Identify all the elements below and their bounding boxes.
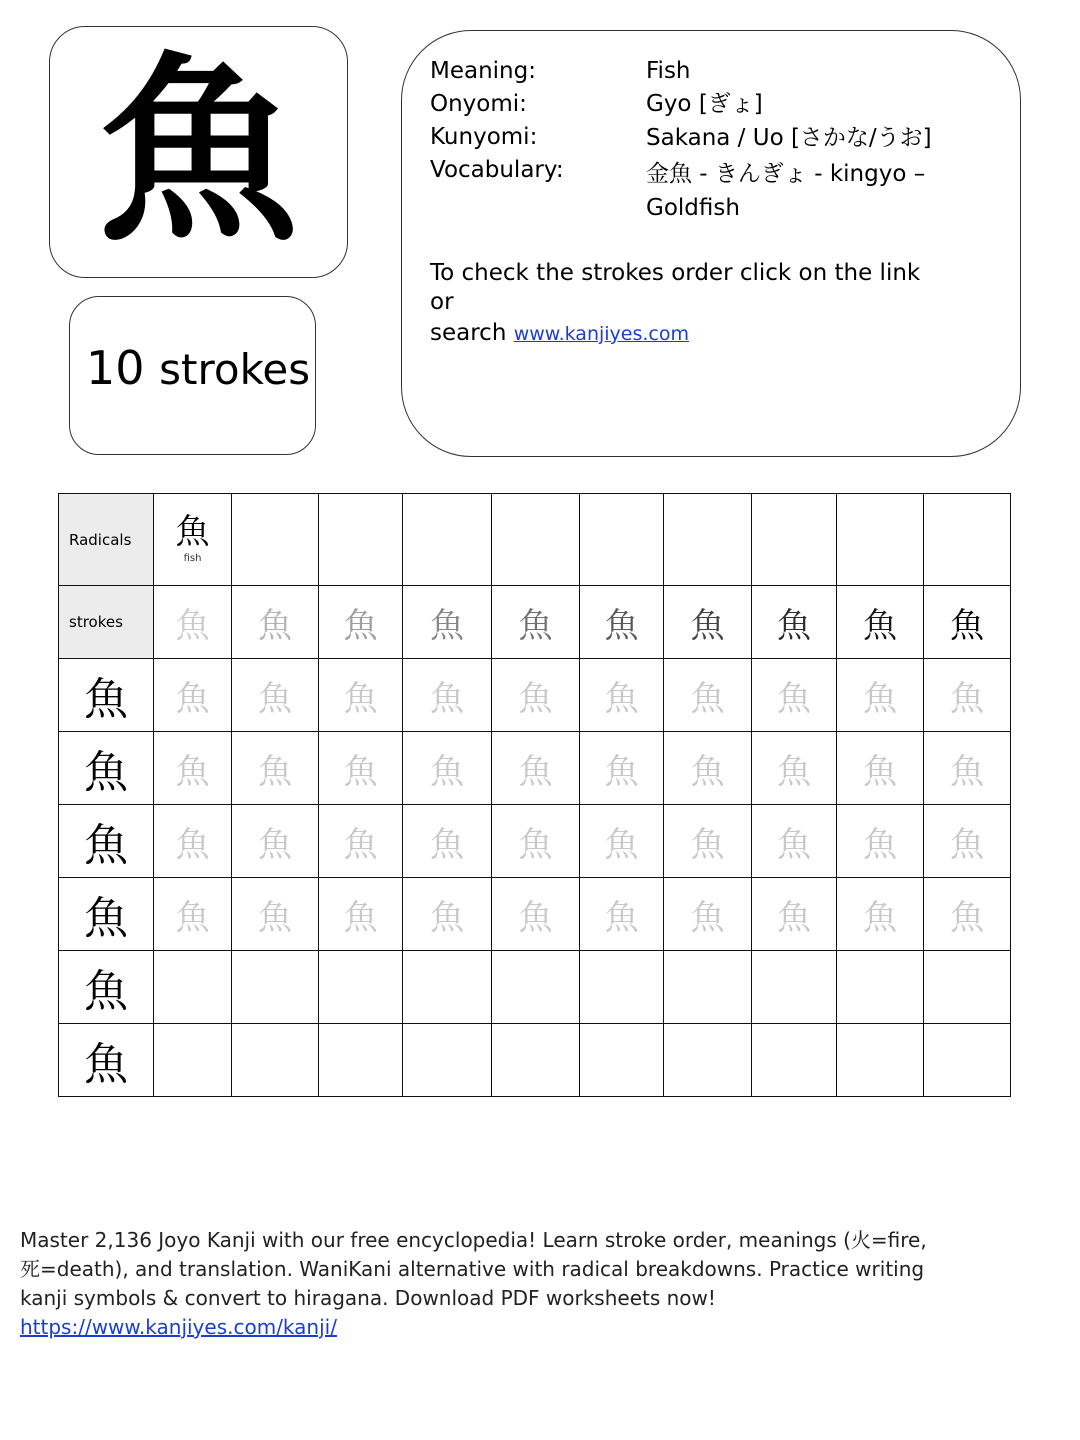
trace-kanji: 魚 bbox=[604, 678, 639, 719]
meaning-label: Meaning: bbox=[430, 58, 536, 84]
trace-cell[interactable] bbox=[319, 659, 403, 732]
trace-kanji: 魚 bbox=[690, 678, 725, 719]
practice-row bbox=[59, 659, 1011, 732]
model-kanji-cell bbox=[59, 951, 154, 1024]
footer-link[interactable]: https://www.kanjiyes.com/kanji/ bbox=[20, 1315, 337, 1339]
radicals-row bbox=[59, 494, 1011, 586]
vocabulary-label: Vocabulary: bbox=[430, 157, 564, 183]
trace-kanji: 魚 bbox=[518, 678, 553, 719]
stroke-step-cell bbox=[403, 586, 492, 659]
trace-cell[interactable] bbox=[580, 805, 664, 878]
trace-cell[interactable] bbox=[154, 732, 232, 805]
blank-cell[interactable] bbox=[319, 951, 403, 1024]
trace-cell[interactable] bbox=[664, 659, 752, 732]
trace-cell[interactable] bbox=[319, 878, 403, 951]
vocabulary-value: 金魚 - きんぎょ - kingyo – bbox=[646, 161, 926, 187]
blank-cell[interactable] bbox=[232, 1024, 319, 1097]
trace-kanji: 魚 bbox=[430, 751, 464, 792]
stroke-count-number: 10 bbox=[86, 341, 145, 395]
strokes-row bbox=[59, 586, 1011, 659]
stroke-step-glyph: 魚 bbox=[777, 605, 811, 646]
trace-cell[interactable] bbox=[752, 805, 837, 878]
stroke-step-cell bbox=[664, 586, 752, 659]
trace-cell[interactable] bbox=[232, 659, 319, 732]
radical-cell bbox=[154, 494, 232, 586]
trace-cell[interactable] bbox=[752, 732, 837, 805]
blank-cell[interactable] bbox=[752, 1024, 837, 1097]
blank-cell[interactable] bbox=[492, 1024, 580, 1097]
trace-kanji: 魚 bbox=[950, 897, 984, 938]
note-line-2: or bbox=[430, 289, 454, 315]
practice-grid bbox=[58, 493, 1011, 1097]
trace-cell[interactable] bbox=[924, 732, 1011, 805]
trace-kanji: 魚 bbox=[175, 751, 210, 792]
model-kanji-cell bbox=[59, 878, 154, 951]
trace-kanji: 魚 bbox=[175, 897, 210, 938]
trace-cell[interactable] bbox=[403, 878, 492, 951]
trace-cell[interactable] bbox=[154, 878, 232, 951]
stroke-step-cell bbox=[752, 586, 837, 659]
empty-cell[interactable] bbox=[580, 494, 664, 586]
trace-cell[interactable] bbox=[492, 805, 580, 878]
stroke-step-glyph: 魚 bbox=[604, 605, 639, 646]
footer bbox=[20, 1226, 950, 1342]
blank-cell[interactable] bbox=[154, 1024, 232, 1097]
radical-meaning: fish bbox=[183, 553, 202, 564]
trace-cell[interactable] bbox=[837, 732, 924, 805]
strokes-label: strokes bbox=[59, 586, 154, 659]
trace-kanji: 魚 bbox=[343, 751, 378, 792]
trace-kanji: 魚 bbox=[258, 824, 292, 865]
blank-cell[interactable] bbox=[403, 1024, 492, 1097]
stroke-step-cell bbox=[154, 586, 232, 659]
trace-kanji: 魚 bbox=[863, 897, 897, 938]
footer-text: Master 2,136 Joyo Kanji with our free encyclopedia! Learn stroke order, meanings (火=fire, 死=death), and translation. WaniKani alternative with radical breakdowns. Practice writing kanji symbols & convert to hiragana. Download PDF worksheets now! bbox=[20, 1228, 927, 1310]
trace-kanji: 魚 bbox=[258, 751, 292, 792]
blank-cell[interactable] bbox=[924, 1024, 1011, 1097]
trace-cell[interactable] bbox=[492, 732, 580, 805]
model-kanji: 魚 bbox=[84, 747, 128, 798]
model-kanji-cell bbox=[59, 659, 154, 732]
stroke-step-cell bbox=[232, 586, 319, 659]
empty-cell[interactable] bbox=[837, 494, 924, 586]
trace-cell[interactable] bbox=[837, 805, 924, 878]
trace-cell[interactable] bbox=[664, 878, 752, 951]
stroke-step-glyph: 魚 bbox=[950, 605, 984, 646]
stroke-step-glyph: 魚 bbox=[430, 605, 464, 646]
practice-row bbox=[59, 805, 1011, 878]
trace-cell[interactable] bbox=[580, 878, 664, 951]
empty-cell[interactable] bbox=[752, 494, 837, 586]
trace-cell[interactable] bbox=[319, 805, 403, 878]
trace-kanji: 魚 bbox=[863, 824, 897, 865]
stroke-step-cell bbox=[580, 586, 664, 659]
kanjiyes-link[interactable]: www.kanjiyes.com bbox=[513, 323, 689, 345]
blank-cell[interactable] bbox=[664, 1024, 752, 1097]
trace-kanji: 魚 bbox=[863, 751, 897, 792]
radicals-label: Radicals bbox=[59, 494, 154, 586]
trace-cell[interactable] bbox=[664, 805, 752, 878]
model-kanji: 魚 bbox=[84, 893, 128, 944]
practice-row bbox=[59, 1024, 1011, 1097]
kunyomi-value: Sakana / Uo [さかな/うお] bbox=[646, 125, 932, 151]
blank-cell[interactable] bbox=[580, 1024, 664, 1097]
radical-kanji: 魚 bbox=[175, 512, 210, 552]
stroke-step-cell bbox=[924, 586, 1011, 659]
trace-cell[interactable] bbox=[580, 732, 664, 805]
vocabulary-translation: Goldfish bbox=[646, 195, 740, 221]
blank-cell[interactable] bbox=[232, 951, 319, 1024]
trace-kanji: 魚 bbox=[175, 824, 210, 865]
trace-cell[interactable] bbox=[403, 805, 492, 878]
note-line-3 bbox=[430, 320, 689, 346]
empty-cell[interactable] bbox=[924, 494, 1011, 586]
trace-cell[interactable] bbox=[403, 659, 492, 732]
blank-cell[interactable] bbox=[837, 1024, 924, 1097]
trace-cell[interactable] bbox=[154, 805, 232, 878]
trace-kanji: 魚 bbox=[777, 751, 811, 792]
trace-kanji: 魚 bbox=[343, 824, 378, 865]
trace-kanji: 魚 bbox=[604, 897, 639, 938]
trace-kanji: 魚 bbox=[950, 751, 984, 792]
trace-kanji: 魚 bbox=[604, 751, 639, 792]
trace-kanji: 魚 bbox=[430, 678, 464, 719]
trace-cell[interactable] bbox=[232, 732, 319, 805]
model-kanji-cell bbox=[59, 1024, 154, 1097]
trace-kanji: 魚 bbox=[950, 824, 984, 865]
empty-cell[interactable] bbox=[492, 494, 580, 586]
blank-cell[interactable] bbox=[664, 951, 752, 1024]
trace-kanji: 魚 bbox=[258, 897, 292, 938]
stroke-step-glyph: 魚 bbox=[175, 605, 210, 646]
empty-cell[interactable] bbox=[232, 494, 319, 586]
trace-kanji: 魚 bbox=[604, 824, 639, 865]
trace-kanji: 魚 bbox=[690, 751, 725, 792]
empty-cell[interactable] bbox=[664, 494, 752, 586]
model-kanji: 魚 bbox=[84, 1039, 128, 1090]
trace-cell[interactable] bbox=[664, 732, 752, 805]
stroke-step-glyph: 魚 bbox=[863, 605, 897, 646]
model-kanji: 魚 bbox=[84, 674, 128, 725]
meaning-value: Fish bbox=[646, 58, 691, 84]
trace-kanji: 魚 bbox=[343, 897, 378, 938]
trace-cell[interactable] bbox=[837, 878, 924, 951]
blank-cell[interactable] bbox=[837, 951, 924, 1024]
practice-row bbox=[59, 951, 1011, 1024]
trace-kanji: 魚 bbox=[430, 897, 464, 938]
empty-cell[interactable] bbox=[403, 494, 492, 586]
trace-cell[interactable] bbox=[837, 659, 924, 732]
trace-cell[interactable] bbox=[924, 805, 1011, 878]
trace-cell[interactable] bbox=[492, 878, 580, 951]
blank-cell[interactable] bbox=[492, 951, 580, 1024]
model-kanji: 魚 bbox=[84, 820, 128, 871]
practice-row bbox=[59, 878, 1011, 951]
stroke-step-glyph: 魚 bbox=[518, 605, 553, 646]
trace-kanji: 魚 bbox=[950, 678, 984, 719]
trace-kanji: 魚 bbox=[518, 824, 553, 865]
trace-kanji: 魚 bbox=[690, 897, 725, 938]
trace-kanji: 魚 bbox=[690, 824, 725, 865]
stroke-step-glyph: 魚 bbox=[690, 605, 725, 646]
stroke-count-unit: strokes bbox=[159, 345, 311, 394]
trace-kanji: 魚 bbox=[343, 678, 378, 719]
trace-kanji: 魚 bbox=[258, 678, 292, 719]
blank-cell[interactable] bbox=[154, 951, 232, 1024]
trace-kanji: 魚 bbox=[863, 678, 897, 719]
note-line-1: To check the strokes order click on the link bbox=[430, 260, 921, 286]
trace-kanji: 魚 bbox=[518, 897, 553, 938]
onyomi-value: Gyo [ぎょ] bbox=[646, 91, 763, 117]
blank-cell[interactable] bbox=[924, 951, 1011, 1024]
trace-cell[interactable] bbox=[232, 805, 319, 878]
practice-row bbox=[59, 732, 1011, 805]
stroke-step-cell bbox=[837, 586, 924, 659]
trace-cell[interactable] bbox=[752, 659, 837, 732]
onyomi-label: Onyomi: bbox=[430, 91, 527, 117]
trace-cell[interactable] bbox=[492, 659, 580, 732]
trace-cell[interactable] bbox=[154, 659, 232, 732]
trace-kanji: 魚 bbox=[777, 897, 811, 938]
blank-cell[interactable] bbox=[580, 951, 664, 1024]
blank-cell[interactable] bbox=[319, 1024, 403, 1097]
stroke-step-glyph: 魚 bbox=[343, 605, 378, 646]
model-kanji: 魚 bbox=[84, 966, 128, 1017]
main-kanji: 魚 bbox=[98, 34, 299, 269]
stroke-count bbox=[86, 341, 310, 395]
trace-kanji: 魚 bbox=[430, 824, 464, 865]
model-kanji-cell bbox=[59, 805, 154, 878]
model-kanji-cell bbox=[59, 732, 154, 805]
trace-cell[interactable] bbox=[232, 878, 319, 951]
trace-cell[interactable] bbox=[580, 659, 664, 732]
kanji-card bbox=[49, 26, 348, 278]
trace-cell[interactable] bbox=[752, 878, 837, 951]
stroke-step-cell bbox=[319, 586, 403, 659]
empty-cell[interactable] bbox=[319, 494, 403, 586]
info-card bbox=[401, 30, 1021, 457]
trace-kanji: 魚 bbox=[518, 751, 553, 792]
note-search-text: search bbox=[430, 320, 507, 346]
blank-cell[interactable] bbox=[752, 951, 837, 1024]
stroke-step-cell bbox=[492, 586, 580, 659]
stroke-step-glyph: 魚 bbox=[258, 605, 292, 646]
trace-cell[interactable] bbox=[319, 732, 403, 805]
trace-cell[interactable] bbox=[924, 878, 1011, 951]
trace-kanji: 魚 bbox=[175, 678, 210, 719]
trace-kanji: 魚 bbox=[777, 824, 811, 865]
trace-kanji: 魚 bbox=[777, 678, 811, 719]
kunyomi-label: Kunyomi: bbox=[430, 124, 538, 150]
trace-cell[interactable] bbox=[403, 732, 492, 805]
trace-cell[interactable] bbox=[924, 659, 1011, 732]
blank-cell[interactable] bbox=[403, 951, 492, 1024]
stroke-count-card bbox=[69, 296, 316, 455]
